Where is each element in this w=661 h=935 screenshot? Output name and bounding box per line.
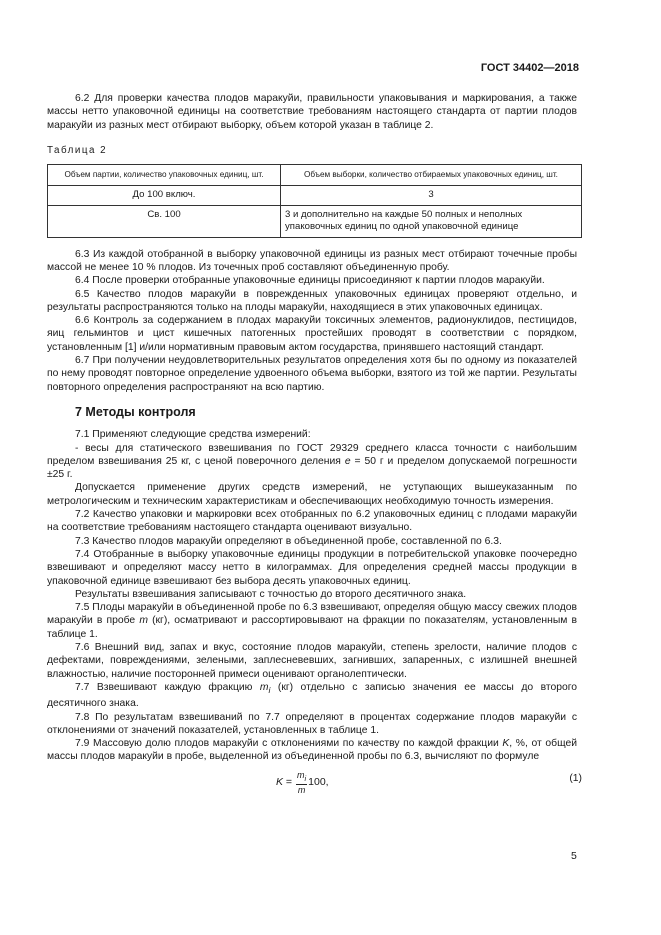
paragraph-7-7: 7.7 Взвешивают каждую фракцию $m_i$ (кг) отдельно с записью значения ее массы до второго десятичного знака. (47, 681, 578, 710)
paragraph-7-5: 7.5 Плоды маракуйи в объединенной пробе по 6.3 взвешивают, определяя общую массу свежих плодов маракуйи в пробе m (кг), осматривают и рассортировывают на фракции по показателям, установленным в таблице 1. (47, 602, 578, 640)
section-heading: 7 Методы контроля (75, 404, 196, 419)
document-body (47, 92, 582, 795)
paragraph-7-4: 7.4 Отобранные в выборку упаковочные единицы продукции в потребительской упаковке поочередно взвешивают и определяют массу нетто в килограммах. Для определения средней массы продукции в упаковочной единице взвешивают без выбора десять упаковочных единиц. (47, 548, 577, 587)
paragraph-7-1-note: Допускается применение других средств измерений, не уступающих вышеуказанным по метрологическим и техническим характеристикам и обеспечивающих необходимую точность измерения. (47, 482, 577, 507)
paragraph-7-2: 7.2 Качество упаковки и маркировки всех отобранных по 6.2 упаковочных единиц с плодами маракуйи на соответствие требованиям настоящего стандарта оценивают визуально. (47, 509, 577, 534)
table-caption: Таблица 2 (47, 144, 108, 156)
formula-number: (1) (569, 772, 582, 784)
paragraph-6-5: 6.5 Качество плодов маракуйи в поврежденных упаковочных единицах проверяют отдельно, и результаты распространяются только на плоды маракуйи, находящиеся в этих упаковочных единицах. (47, 288, 577, 313)
table-cell: Св. 100 (48, 205, 281, 237)
page-number: 5 (571, 850, 577, 862)
paragraph-7-1-item: - весы для статического взвешивания по ГОСТ 29329 среднего класса точности с наибольшим пределом взвешивания 25 кг, с ценой поверочного деления e = 50 г и пределом допускаемой погрешности ±25 г. (47, 442, 577, 481)
paragraph-7-9: 7.9 Массовую долю плодов маракуйи с отклонениями по качеству по каждой фракции K, %, от общей массы плодов маракуйи в пробе, выделенной из объединенной пробы по 6.3, вычисляют по формуле (47, 738, 577, 763)
table-header-row (48, 165, 582, 186)
paragraph-7-6: 7.6 Внешний вид, запах и вкус, состояние плодов маракуйи, степень зрелости, наличие плодов с дефектами, повреждениями, зелеными, заплесневевших, загнивших, запаренных, с излишней внешней влажностью, наличие посторонней примеси оценивают органолептически. (47, 642, 577, 680)
paragraph-7-4-note: Результаты взвешивания записывают с точностью до второго десятичного знака. (75, 588, 467, 600)
formula-expression: K = $\frac{m_i}{m}$ 100, (276, 769, 329, 795)
paragraph-6-7: 6.7 При получении неудовлетворительных результатов определения хотя бы по одному из показателей по нему проводят повторное определение удвоенного объема выборки, взятого из той же партии. Результаты повторного определения распространяют на всю партию. (47, 355, 577, 393)
table-2 (47, 164, 582, 238)
table-header-cell: Объем партии, количество упаковочных единиц, шт. (48, 165, 281, 186)
paragraph-7-3: 7.3 Качество плодов маракуйи определяют в объединенной пробе, составленной по 6.3. (75, 535, 502, 547)
formula-fraction: $\frac{m_i}{m}$ (296, 769, 307, 795)
table-cell: 3 (281, 186, 582, 206)
paragraph-6-2: 6.2 Для проверки качества плодов маракуйи, правильности упаковывания и маркирования, а также массы нетто упаковочной единицы на соответствие требованиям настоящего стандарта от партии плодов маракуйи из разных мест отбирают выборку, объем которой указан в таблице 2. (47, 93, 577, 131)
formula-1 (47, 767, 582, 795)
table-row (48, 186, 582, 206)
standard-number: ГОСТ 34402—2018 (480, 62, 579, 74)
paragraph-6-4: 6.4 После проверки отобранные упаковочные единицы присоединяют к партии плодов маракуйи. (75, 275, 545, 287)
table-cell: 3 и дополнительно на каждые 50 полных и неполных упаковочных единиц по одной упаковочной единице (281, 205, 582, 237)
paragraph-7-1: 7.1 Применяют следующие средства измерений: (75, 429, 311, 441)
table-row (48, 205, 582, 237)
paragraph-7-8: 7.8 По результатам взвешиваний по 7.7 определяют в процентах содержание плодов маракуйи с отклонениями от значений показателей, установленных в таблице 1. (47, 711, 577, 736)
paragraph-6-6: 6.6 Контроль за содержанием в плодах маракуйи токсичных элементов, радионуклидов, пестицидов, яиц гельминтов и цист кишечных патогенных простейших проводят в соответствии с порядком, установленным [1] и/или нормативным правовым актом государства, принявшего настоящий стандарт. (47, 315, 577, 353)
table-cell: До 100 включ. (48, 186, 281, 206)
table-header-cell: Объем выборки, количество отбираемых упаковочных единиц, шт. (281, 165, 582, 186)
paragraph-6-3: 6.3 Из каждой отобранной в выборку упаковочной единицы из разных мест отбирают точечные пробы массой не менее 10 % плодов. Из точечных проб составляют объединенную пробу. (47, 248, 577, 273)
